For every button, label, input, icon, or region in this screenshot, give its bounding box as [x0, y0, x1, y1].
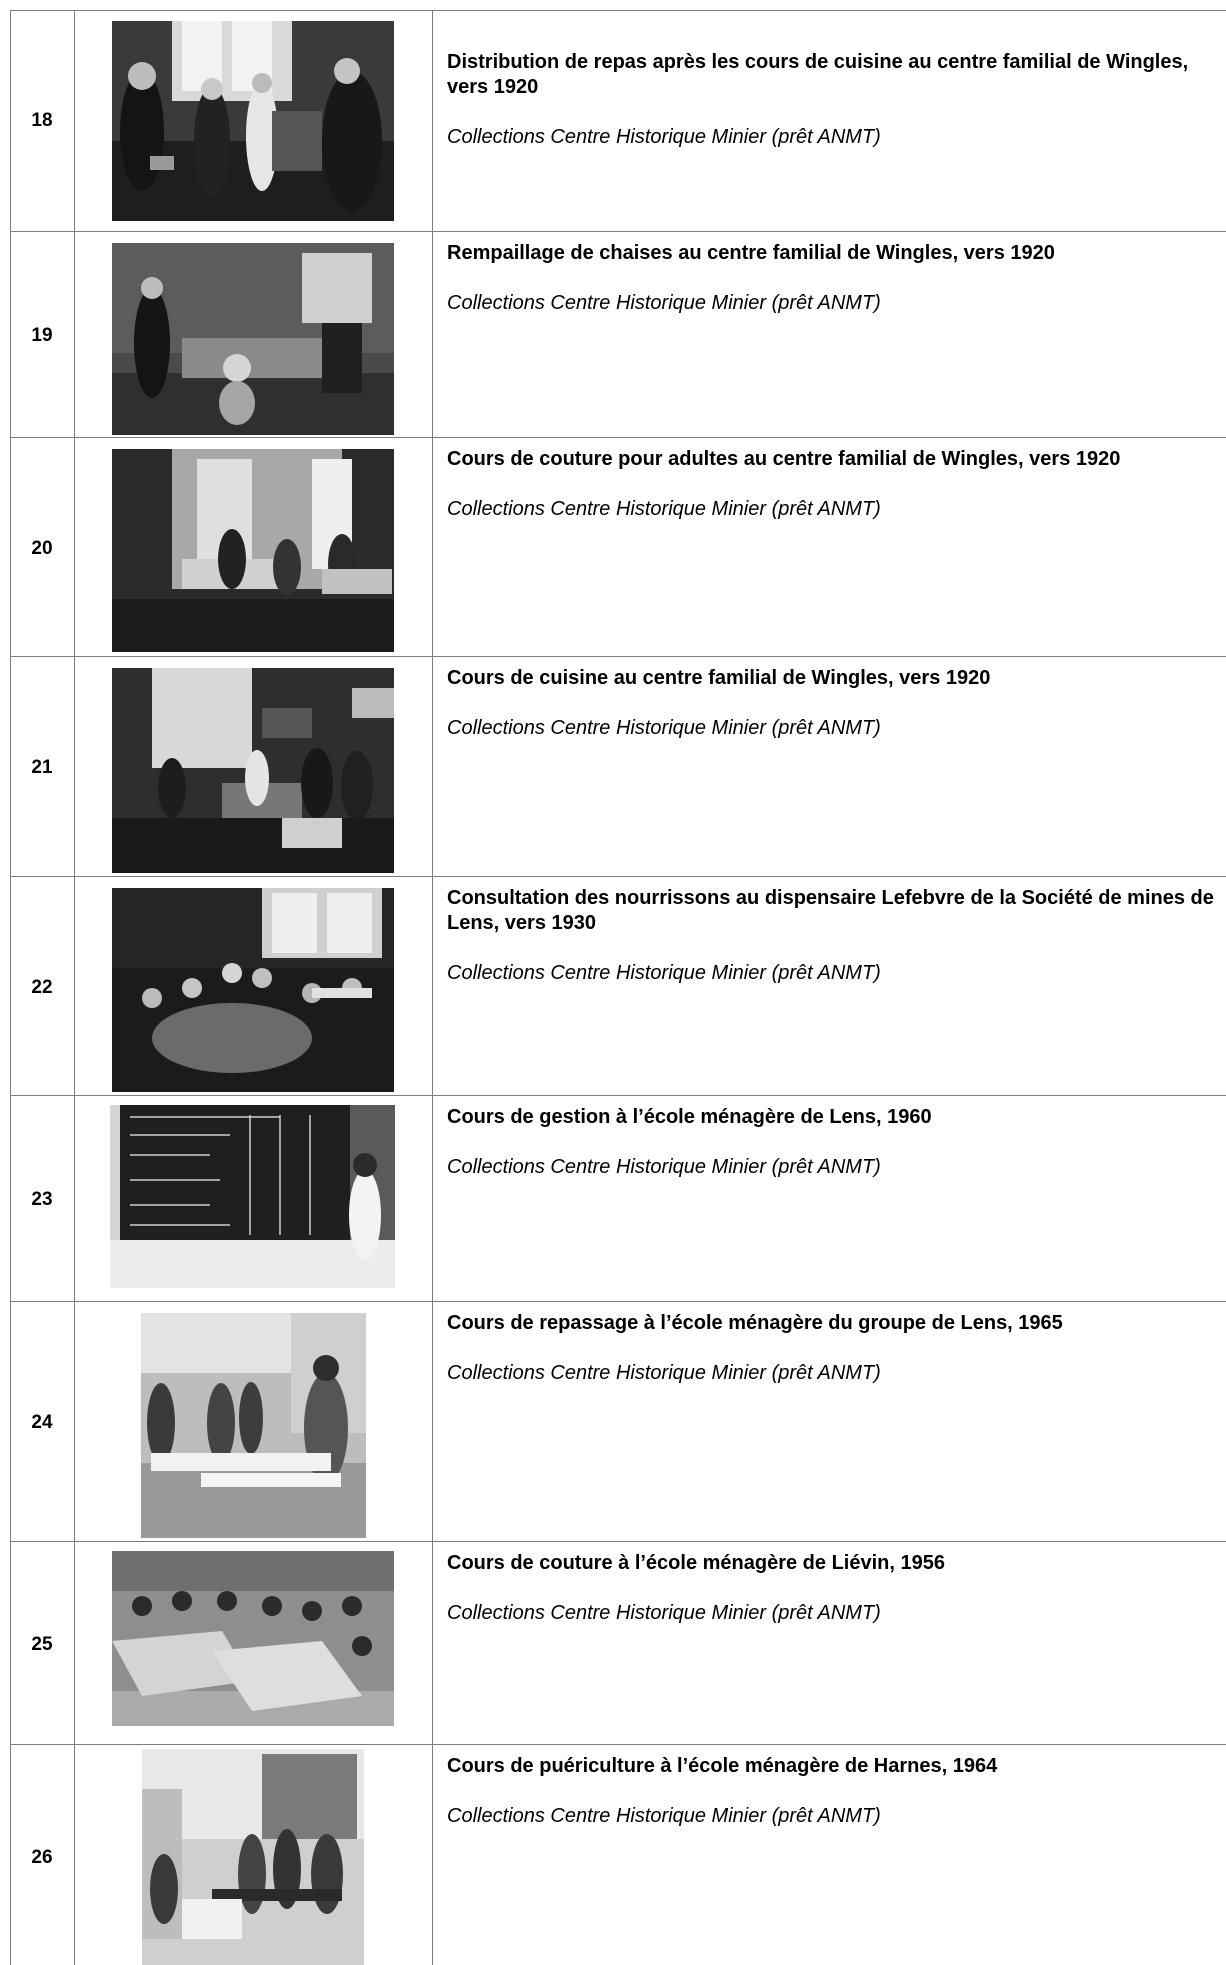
photo-credit: Collections Centre Historique Minier (prêt ANMT): [447, 717, 881, 739]
table-row: [10, 1095, 1226, 1301]
table-row: [10, 1301, 1226, 1541]
kitchen-meal-photo-icon: [112, 21, 394, 221]
ironing-class-photo-icon: [141, 1313, 366, 1538]
row-number: 18: [31, 110, 53, 131]
photo-title: Cours de puériculture à l’école ménagère de Harnes, 1964: [447, 1755, 998, 1777]
photo-credit: Collections Centre Historique Minier (prêt ANMT): [447, 1805, 881, 1827]
row-number: 24: [31, 1412, 53, 1433]
table-row: [10, 876, 1226, 1095]
table-row: [10, 656, 1226, 876]
row-number: 22: [31, 977, 53, 998]
sewing-tables-photo-icon: [112, 1551, 394, 1726]
cooking-class-photo-icon: [112, 668, 394, 873]
chair-caning-photo-icon: [112, 243, 394, 435]
photo-credit: Collections Centre Historique Minier (prêt ANMT): [447, 498, 881, 520]
photo-credit: Collections Centre Historique Minier (prêt ANMT): [447, 292, 881, 314]
row-number: 25: [31, 1634, 53, 1655]
photo-credit: Collections Centre Historique Minier (prêt ANMT): [447, 126, 881, 148]
photo-credit: Collections Centre Historique Minier (prêt ANMT): [447, 1156, 881, 1178]
infant-consultation-photo-icon: [112, 888, 394, 1092]
table-row: [10, 1541, 1226, 1744]
photo-title: Cours de couture à l’école ménagère de Liévin, 1956: [447, 1552, 945, 1574]
photo-title: Distribution de repas après les cours de cuisine au centre familial de Wingles, vers 1920: [447, 51, 1189, 98]
table-row: [10, 437, 1226, 656]
table-row: [10, 10, 1226, 231]
table-row: [10, 1744, 1226, 1965]
photo-title: Rempaillage de chaises au centre familial de Wingles, vers 1920: [447, 242, 1055, 264]
table-row: [10, 231, 1226, 437]
row-number: 20: [31, 538, 53, 559]
row-number: 19: [31, 325, 53, 346]
photo-credit: Collections Centre Historique Minier (prêt ANMT): [447, 1362, 881, 1384]
photo-credit: Collections Centre Historique Minier (prêt ANMT): [447, 962, 881, 984]
row-number: 23: [31, 1189, 53, 1210]
row-number: 21: [31, 757, 53, 778]
blackboard-class-photo-icon: [110, 1105, 395, 1288]
photo-title: Cours de cuisine au centre familial de Wingles, vers 1920: [447, 667, 991, 689]
sewing-class-photo-icon: [112, 449, 394, 652]
photo-title: Consultation des nourrissons au dispensaire Lefebvre de la Société de mines de Lens, vers 1930: [447, 887, 1214, 934]
photo-credit: Collections Centre Historique Minier (prêt ANMT): [447, 1602, 881, 1624]
row-number: 26: [31, 1847, 53, 1868]
photo-title: Cours de gestion à l’école ménagère de Lens, 1960: [447, 1106, 932, 1128]
photo-title: Cours de repassage à l’école ménagère du groupe de Lens, 1965: [447, 1312, 1063, 1334]
photo-title: Cours de couture pour adultes au centre familial de Wingles, vers 1920: [447, 448, 1121, 470]
childcare-class-photo-icon: [142, 1749, 364, 1965]
